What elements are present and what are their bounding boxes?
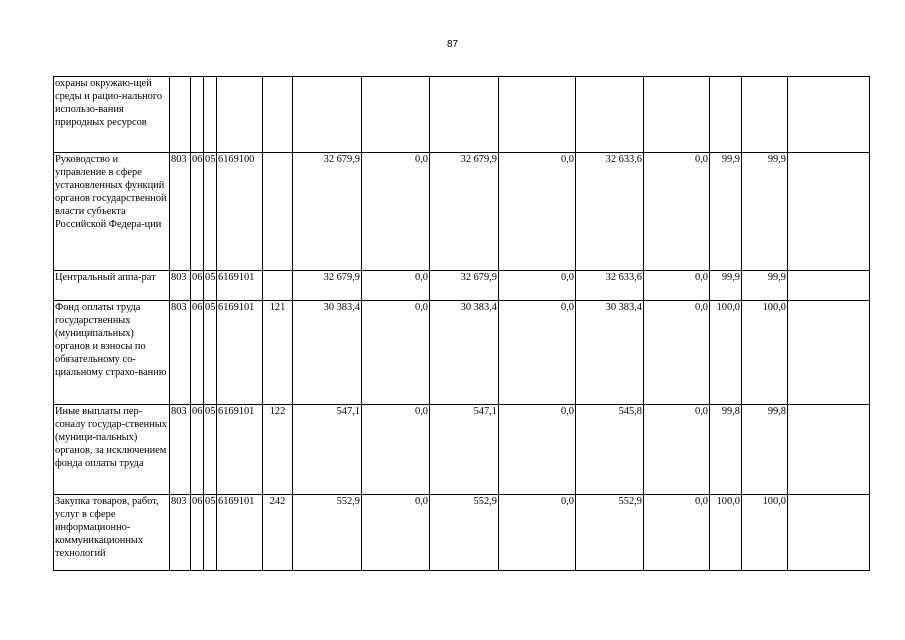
row-name: Фонд оплаты труда государственных (муниципальных) органов и взносы по обязательному со-циальному страхо-ванию [54,301,170,405]
value-col-3: 32 679,9 [430,271,499,301]
value-col-5: 32 633,6 [576,271,644,301]
expense-type-code [263,77,293,153]
value-col-4 [499,77,576,153]
value-col-9 [788,271,870,301]
section-code: 06 [191,495,204,571]
value-col-2: 0,0 [362,405,430,495]
value-col-2: 0,0 [362,271,430,301]
subsection-code: 05 [204,405,217,495]
value-col-8 [742,77,788,153]
ved-code: 803 [170,271,191,301]
value-col-1: 552,9 [293,495,362,571]
row-name: Закупка товаров, работ, услуг в сфере информационно-коммуникационных технологий [54,495,170,571]
ved-code: 803 [170,301,191,405]
table-row [54,153,870,271]
value-col-6 [644,77,710,153]
value-col-5 [576,77,644,153]
value-col-5: 552,9 [576,495,644,571]
target-article-code: 6169101 [217,495,263,571]
value-col-9 [788,405,870,495]
section-code: 06 [191,405,204,495]
table-row [54,77,870,153]
value-col-7: 100,0 [710,301,742,405]
value-col-1 [293,77,362,153]
value-col-1: 32 679,9 [293,153,362,271]
section-code: 06 [191,271,204,301]
value-col-4: 0,0 [499,495,576,571]
value-col-4: 0,0 [499,405,576,495]
subsection-code: 05 [204,153,217,271]
value-col-6: 0,0 [644,271,710,301]
value-col-8: 99,8 [742,405,788,495]
value-col-6: 0,0 [644,301,710,405]
value-col-3: 32 679,9 [430,153,499,271]
expense-type-code: 242 [263,495,293,571]
value-col-4: 0,0 [499,271,576,301]
section-code: 06 [191,301,204,405]
value-col-4: 0,0 [499,153,576,271]
table-row [54,301,870,405]
value-col-7: 99,9 [710,271,742,301]
value-col-2: 0,0 [362,495,430,571]
table-row [54,271,870,301]
value-col-6: 0,0 [644,405,710,495]
value-col-2: 0,0 [362,301,430,405]
value-col-3: 547,1 [430,405,499,495]
value-col-2: 0,0 [362,153,430,271]
value-col-4: 0,0 [499,301,576,405]
ved-code: 803 [170,405,191,495]
section-code [191,77,204,153]
value-col-7: 99,9 [710,153,742,271]
value-col-6: 0,0 [644,495,710,571]
value-col-3 [430,77,499,153]
page-number: 87 [446,39,459,50]
value-col-5: 32 633,6 [576,153,644,271]
table-row [54,405,870,495]
value-col-1: 32 679,9 [293,271,362,301]
value-col-5: 30 383,4 [576,301,644,405]
subsection-code: 05 [204,271,217,301]
target-article-code: 6169100 [217,153,263,271]
target-article-code: 6169101 [217,271,263,301]
subsection-code: 05 [204,495,217,571]
value-col-8: 99,9 [742,153,788,271]
ved-code: 803 [170,495,191,571]
value-col-9 [788,153,870,271]
value-col-2 [362,77,430,153]
ved-code [170,77,191,153]
value-col-9 [788,495,870,571]
value-col-8: 99,9 [742,271,788,301]
value-col-1: 30 383,4 [293,301,362,405]
value-col-7: 99,8 [710,405,742,495]
value-col-1: 547,1 [293,405,362,495]
target-article-code: 6169101 [217,405,263,495]
row-name: Иные выплаты пер-соналу государ-ственных (муници-пальных) органов, за исключением фонда оплаты труда [54,405,170,495]
value-col-9 [788,77,870,153]
value-col-3: 552,9 [430,495,499,571]
value-col-8: 100,0 [742,495,788,571]
row-name: Центральный аппа-рат [54,271,170,301]
value-col-8: 100,0 [742,301,788,405]
subsection-code [204,77,217,153]
value-col-3: 30 383,4 [430,301,499,405]
value-col-7 [710,77,742,153]
expense-type-code: 121 [263,301,293,405]
expense-type-code [263,271,293,301]
target-article-code [217,77,263,153]
row-name: охраны окружаю-щей среды и рацио-нального использо-вания природных ресурсов [54,77,170,153]
ved-code: 803 [170,153,191,271]
expense-type-code: 122 [263,405,293,495]
target-article-code: 6169101 [217,301,263,405]
table-row [54,495,870,571]
subsection-code: 05 [204,301,217,405]
expense-type-code [263,153,293,271]
value-col-6: 0,0 [644,153,710,271]
row-name: Руководство и управление в сфере установленных функций органов государственной власти субъекта Российской Федера-ции [54,153,170,271]
value-col-5: 545,8 [576,405,644,495]
section-code: 06 [191,153,204,271]
budget-table [53,76,870,571]
value-col-9 [788,301,870,405]
value-col-7: 100,0 [710,495,742,571]
